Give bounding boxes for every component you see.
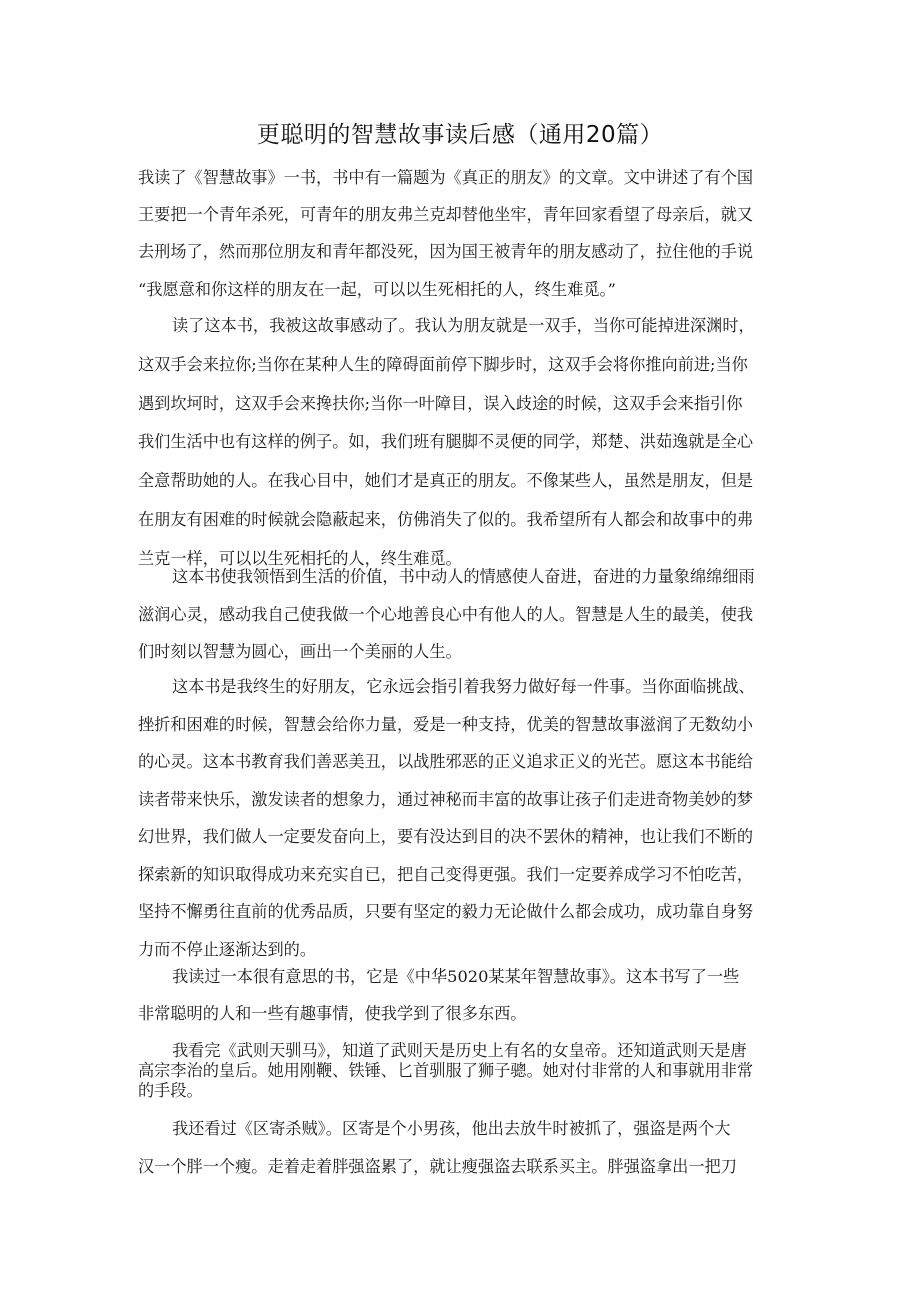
text-line: 兰克一样，可以以生死相托的人，终生难觅。 <box>138 548 462 568</box>
text-line: 幻世界，我们做人一定要发奋向上，要有没达到目的决不罢休的精神，也让我们不断的 <box>138 827 754 847</box>
text-line: 们时刻以智慧为圆心，画出一个美丽的人生。 <box>138 642 462 662</box>
paragraph-6 <box>138 1037 788 1101</box>
text-line: 高宗李治的皇后。她用刚鞭、铁锤、匕首驯服了狮子骢。她对付非常的人和事就用非常 <box>138 1061 754 1081</box>
text-line: 的心灵。这本书教育我们善恶美丑，以战胜邪恶的正义追求正义的光芒。愿这本书能给 <box>138 752 754 772</box>
text-line: 我读了《智慧故事》一书，书中有一篇题为《真正的朋友》的文章。文中讲述了有个国 <box>138 168 754 187</box>
text-line: 去刑场了，然而那位朋友和青年都没死，因为国王被青年的朋友感动了，拉住他的手说 <box>138 242 754 262</box>
text-line: 全意帮助她的人。在我心目中，她们才是真正的朋友。不像某些人，虽然是朋友，但是 <box>138 471 754 491</box>
text-line: 这双手会来拉你;当你在某种人生的障碍面前停下脚步时，这双手会将你推向前进;当你 <box>138 354 748 374</box>
text-line: 读者带来快乐，激发读者的想象力，通过神秘而丰富的故事让孩子们走进奇物美妙的梦 <box>138 789 754 809</box>
paragraph-3 <box>138 563 788 676</box>
text-line: 这本书是我终生的好朋友，它永远会指引着我努力做好每一件事。当你面临挑战、 <box>172 677 755 696</box>
text-line: “我愿意和你这样的朋友在一起，可以以生死相托的人，终生难觅。” <box>138 279 616 299</box>
text-line: 王要把一个青年杀死，可青年的朋友弗兰克却替他坐牢，青年回家看望了母亲后，就又 <box>138 205 754 225</box>
text-line: 我们生活中也有这样的例子。如，我们班有腿脚不灵便的同学，郑楚、洪茹逸就是全心 <box>138 432 754 452</box>
text-line: 在朋友有困难的时候就会隐蔽起来，仿佛消失了似的。我希望所有人都会和故事中的弗 <box>138 509 754 529</box>
paragraph-7 <box>138 1115 788 1191</box>
document-title: 更聪明的智慧故事读后感（通用20篇） <box>256 122 664 148</box>
text-line: 遇到坎坷时，这双手会来搀扶你;当你一叶障目，误入歧途的时候，这双手会来指引你 <box>138 393 743 413</box>
text-line: 这本书使我领悟到生活的价值，书中动人的情感使人奋进，奋进的力量象绵绵细雨 <box>172 567 755 586</box>
text-line: 力而不停止逐渐达到的。 <box>138 940 317 960</box>
text-line: 滋润心灵，感动我自己使我做一个心地善良心中有他人的人。智慧是人生的最美，使我 <box>138 604 754 624</box>
text-line: 探索新的知识取得成功来充实自已，把自己变得更强。我们一定要养成学习不怕吃苦， <box>138 864 754 884</box>
paragraph-2 <box>138 312 788 586</box>
paragraph-4 <box>138 673 788 974</box>
paragraph-5 <box>138 963 788 1037</box>
text-line: 的手段。 <box>138 1081 203 1101</box>
text-line: 汉一个胖一个瘦。走着走着胖强盗累了，就让瘦强盗去联系买主。胖强盗拿出一把刀 <box>138 1157 737 1177</box>
paragraph-1 <box>138 164 788 313</box>
text-line: 坚持不懈勇往直前的优秀品质，只要有坚定的毅力无论做什么都会成功，成功靠自身努 <box>138 902 754 922</box>
text-line: 我看完《武则天驯马》，知道了武则天是历史上有名的女皇帝。还知道武则天是唐 <box>172 1041 747 1060</box>
text-line: 我读过一本很有意思的书，它是《中华5020某某年智慧故事》。这本书写了一些 <box>172 967 740 986</box>
text-line: 挫折和困难的时候，智慧会给你力量，爱是一种支持，优美的智慧故事滋润了无数幼小 <box>138 714 754 734</box>
text-line: 读了这本书，我被这故事感动了。我认为朋友就是一双手，当你可能掉进深渊时， <box>172 316 755 335</box>
text-line: 非常聪明的人和一些有趣事情，使我学到了很多东西。 <box>138 1004 527 1024</box>
text-line: 我还看过《区寄杀贼》。区寄是个小男孩，他出去放牛时被抓了，强盗是两个大 <box>172 1119 731 1138</box>
